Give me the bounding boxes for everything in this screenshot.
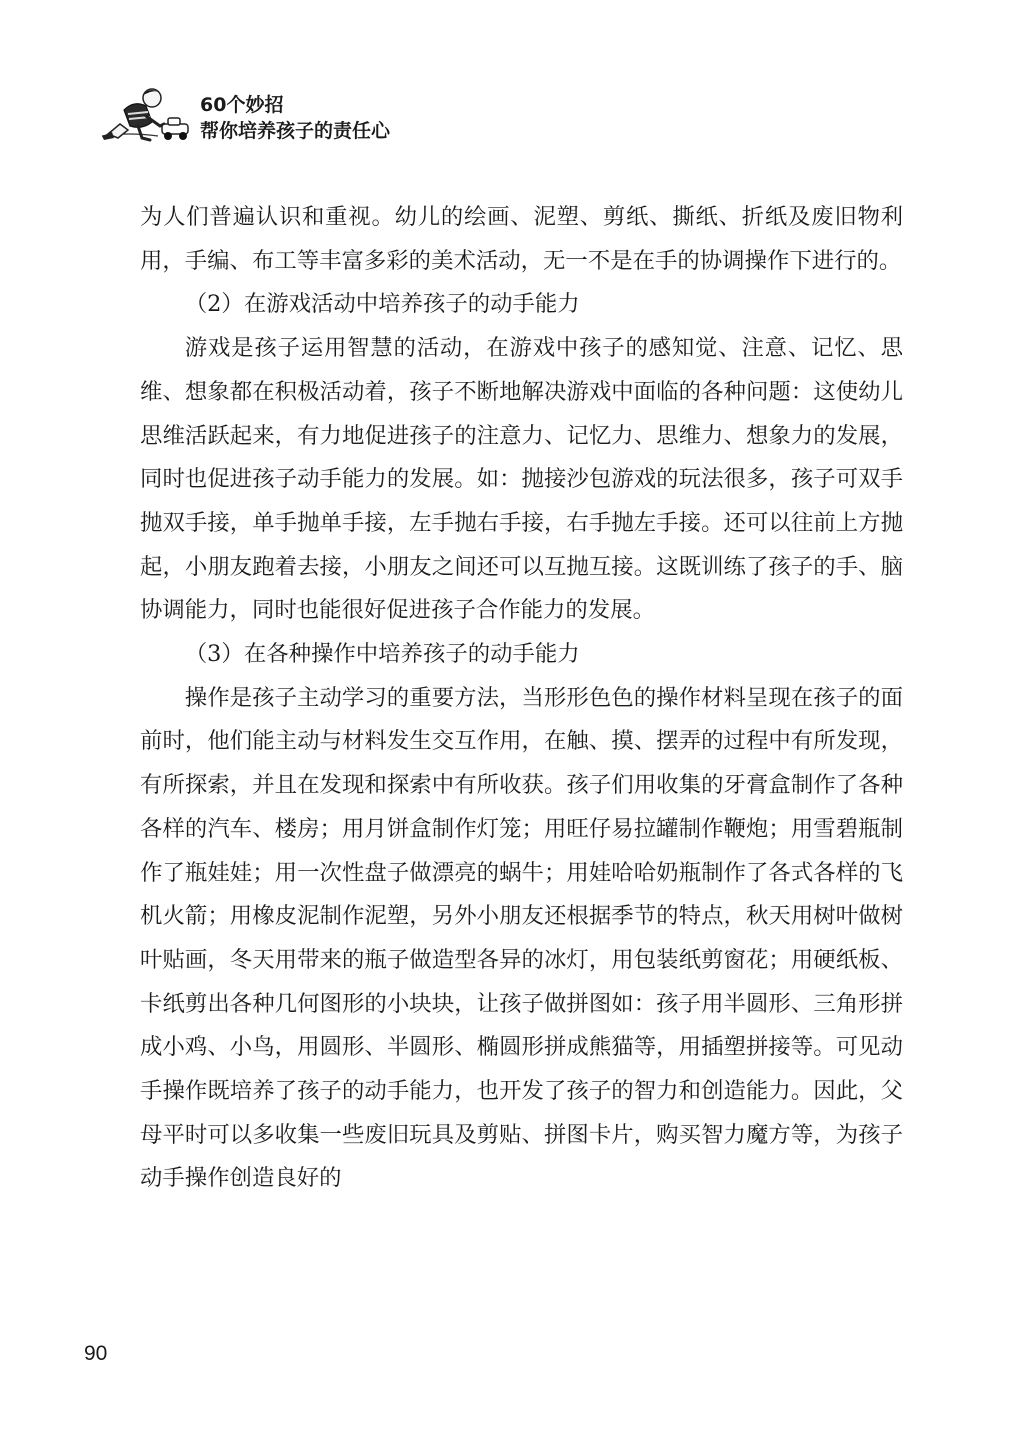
paragraph: 游戏是孩子运用智慧的活动，在游戏中孩子的感知觉、注意、记忆、思维、想象都在积极活动着，孩子不断地解决游戏中面临的各种问题：这使幼儿思维活跃起来，有力地促进孩子的注意力、记忆力、思维力、想象力的发展，同时也促进孩子动手能力的发展。如：抛接沙包游戏的玩法很多，孩子可双手抛双手接，单手抛单手接，左手抛右手接，右手抛左手接。还可以往前上方抛起，小朋友跑着去接，小朋友之间还可以互抛互接。这既训练了孩子的手、脑协调能力，同时也能很好促进孩子合作能力的发展。 [140,335,903,624]
section-heading: （3）在各种操作中培养孩子的动手能力 [184,641,580,668]
section-heading: （2）在游戏活动中培养孩子的动手能力 [184,291,580,318]
book-title-line-2: 帮你培养孩子的责任心 [200,120,391,142]
paragraph: 为人们普遍认识和重视。幼儿的绘画、泥塑、剪纸、撕纸、折纸及废旧物利用，手编、布工等丰富多彩的美术活动，无一不是在手的协调操作下进行的。 [140,204,903,274]
body-text [140,196,903,1201]
child-playing-illustration [98,86,196,148]
book-title-line-1: 60个妙招 [200,94,284,116]
book-title [200,92,390,144]
paragraph: 操作是孩子主动学习的重要方法，当形形色色的操作材料呈现在孩子的面前时，他们能主动与材料发生交互作用，在触、摸、摆弄的过程中有所发现，有所探索，并且在发现和探索中有所收获。孩子们用收集的牙膏盒制作了各种各样的汽车、楼房；用月饼盒制作灯笼；用旺仔易拉罐制作鞭炮；用雪碧瓶制作了瓶娃娃；用一次性盘子做漂亮的蜗牛；用娃哈哈奶瓶制作了各式各样的飞机火箭；用橡皮泥制作泥塑，另外小朋友还根据季节的特点，秋天用树叶做树叶贴画，冬天用带来的瓶子做造型各异的冰灯，用包装纸剪窗花；用硬纸板、卡纸剪出各种几何图形的小块块，让孩子做拼图如：孩子用半圆形、三角形拼成小鸡、小鸟，用圆形、半圆形、椭圆形拼成熊猫等，用插塑拼接等。可见动手操作既培养了孩子的动手能力，也开发了孩子的智力和创造能力。因此，父母平时可以多收集一些废旧玩具及剪贴、拼图卡片，购买智力魔方等，为孩子动手操作创造良好的 [140,684,903,1192]
page-number: 90 [84,1342,108,1365]
running-header [98,86,518,150]
